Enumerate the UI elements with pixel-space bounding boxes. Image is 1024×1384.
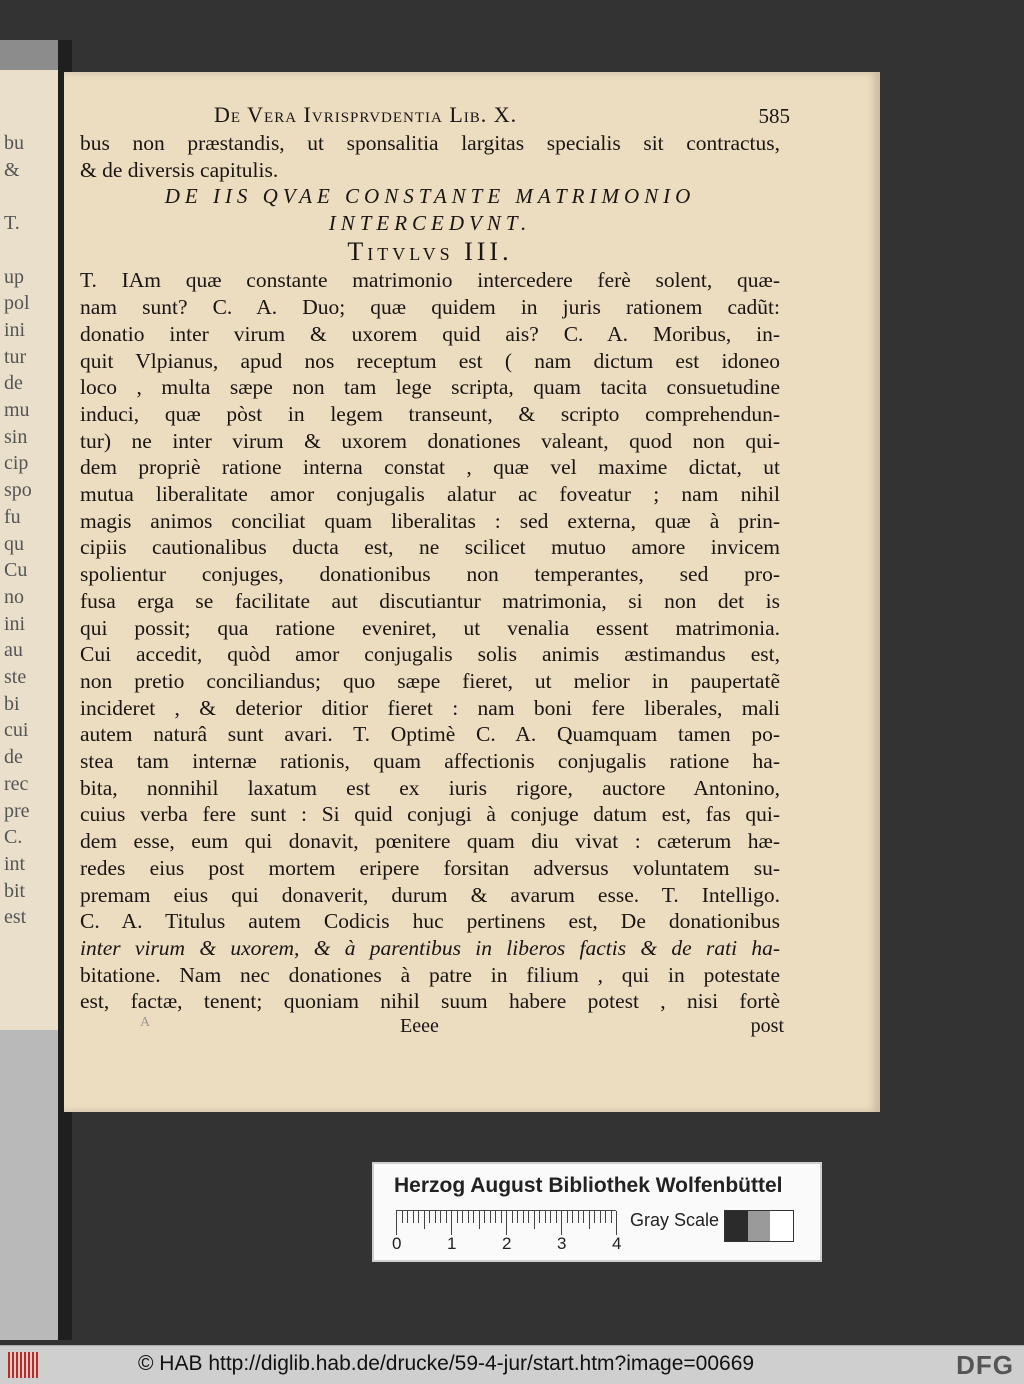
page-number: 585 [758, 104, 790, 128]
text-line: premam eius qui donaverit, durum & avarum esse. T. Intelligo. [80, 882, 780, 907]
logo-bar [36, 1352, 38, 1378]
library-name: Herzog August Bibliothek Wolfenbüttel [394, 1174, 783, 1197]
text-line: C. A. Titulus autem Codicis huc pertinens est, De donationibus [80, 909, 780, 934]
ruler-tick [572, 1211, 573, 1223]
ruler-tick [462, 1211, 463, 1223]
footer-url[interactable]: © HAB http://diglib.hab.de/drucke/59-4-jur/start.htm?image=00669 [138, 1352, 755, 1375]
logo-bar [8, 1352, 10, 1378]
gray-swatch [770, 1211, 793, 1241]
text-line: Cui accedit, quòd amor conjugalis solis animis æstimandus est, [80, 642, 780, 667]
ruler-tick [539, 1211, 540, 1223]
logo-bar [12, 1352, 14, 1378]
text-line: nam sunt? C. A. Duo; quæ quidem in juris rationem cadũt: [80, 295, 780, 320]
ruler-tick [396, 1211, 397, 1235]
titulus-heading: Titvlvs III. [347, 237, 513, 267]
ruler-tick [594, 1211, 595, 1223]
page-text [80, 96, 790, 1043]
text-line: mutua liberalitate amor conjugalis alatur ac foveatur ; nam nihil [80, 482, 780, 507]
text-line: fusa erga se facilitate aut discutiantur matrimonia, si non det is [80, 588, 780, 613]
text-line: incideret , & deterior ditior fieret : nam boni fere liberales, mali [80, 695, 780, 720]
gray-swatch [748, 1211, 771, 1241]
ruler-tick [479, 1211, 480, 1229]
previous-page-edge [0, 70, 58, 1030]
ruler-tick [446, 1211, 447, 1223]
dfg-logo: DFG [956, 1350, 1014, 1380]
ruler-tick [440, 1211, 441, 1223]
ruler-tick [589, 1211, 590, 1229]
ruler-tick [512, 1211, 513, 1223]
text-line: redes eius post mortem eripere forsitan adversus voluntatem su- [80, 855, 780, 880]
ruler-tick [550, 1211, 551, 1223]
ruler-tick [468, 1211, 469, 1223]
ruler-number: 1 [447, 1234, 457, 1253]
ruler-number: 0 [392, 1234, 402, 1253]
previous-page-text: bu & T. up pol ini tur de mu sin cip spo fu qu Cu no ini au ste bi cui de rec pre C. int bit est [4, 132, 32, 929]
book-page [64, 72, 880, 1112]
text-line: est, factæ, tenent; quoniam nihil suum habere potest , nisi fortè [80, 989, 780, 1014]
gray-swatch [725, 1211, 748, 1241]
ruler-tick [402, 1211, 403, 1223]
text-line: bita, nonnihil laxatum est ex iuris rigore, auctore Antonino, [80, 775, 780, 800]
ruler-tick [616, 1211, 617, 1235]
ruler-number: 3 [557, 1234, 567, 1253]
text-line: inter virum & uxorem, & à parentibus in liberos factis & de rati ha- [80, 935, 780, 960]
text-line: bitatione. Nam nec donationes à patre in filium , qui in potestate [80, 962, 780, 987]
section-title: DE IIS QVAE CONSTANTE MATRIMONIO [164, 184, 696, 209]
text-line: bus non præstandis, ut sponsalitia largitas specialis sit contractus, [80, 131, 780, 155]
ruler-tick [528, 1211, 529, 1223]
ruler-tick [429, 1211, 430, 1223]
ruler-tick [490, 1211, 491, 1223]
text-line: autem naturâ sunt avari. T. Optimè C. A. Quamquam tamen po- [80, 722, 780, 747]
ruler-tick [611, 1211, 612, 1223]
ruler-tick [506, 1211, 507, 1235]
running-head: De Vera Ivrisprvdentia Lib. X. [214, 102, 518, 127]
text-line: loco , multa sæpe non tam lege scripta, quam tacita consuetudine [80, 375, 780, 400]
ruler-tick [561, 1211, 562, 1235]
text-line: dem esse, eum qui donavit, pœnitere quam diu vivat : cæterum hæ- [80, 829, 780, 854]
ruler-tick [435, 1211, 436, 1223]
ruler-tick [545, 1211, 546, 1223]
page-header [80, 96, 790, 130]
ruler-tick [600, 1211, 601, 1223]
logo-bar [28, 1352, 30, 1378]
page-footer-line [80, 1015, 784, 1043]
text-line: spolientur conjuges, donationibus non temperantes, sed pro- [80, 562, 780, 587]
catchword: post [750, 1015, 784, 1038]
text-line: donatio inter virum & uxorem quid ais? C. A. Moribus, in- [80, 321, 780, 346]
ruler-tick [424, 1211, 425, 1229]
text-line: induci, quæ pòst in legem transeunt, & scripto comprehendun- [80, 401, 780, 426]
ruler-tick [517, 1211, 518, 1223]
library-label [372, 1162, 822, 1262]
ruler-tick [501, 1211, 502, 1223]
ruler-tick [418, 1211, 419, 1223]
gray-scale-label: Gray Scale [630, 1210, 720, 1230]
text-line: & de diversis capitulis. [80, 157, 279, 182]
ruler-tick [556, 1211, 557, 1223]
text-line: magis animos conciliat quam liberalitas : sed externa, quæ à prin- [80, 508, 780, 533]
text-line: non pretio conciliandus; quo sæpe fieret, ut melior in paupertatẽ [80, 668, 780, 693]
ruler-tick [534, 1211, 535, 1229]
text-line: qui possit; qua ratione eveniret, ut venalia essent matrimonia. [80, 615, 780, 640]
ruler-tick [495, 1211, 496, 1223]
ruler-tick [583, 1211, 584, 1223]
ruler-number: 2 [502, 1234, 512, 1253]
ruler-tick [578, 1211, 579, 1223]
catch-mark: A [140, 1015, 151, 1031]
ruler-number: 4 [612, 1234, 622, 1253]
signature-mark: Eeee [400, 1015, 439, 1038]
text-line: cipiis cautionalibus ducta est, ne scilicet mutuo amore invicem [80, 535, 780, 560]
logo-bar [20, 1352, 22, 1378]
ruler-tick [523, 1211, 524, 1223]
ruler-tick [605, 1211, 606, 1223]
hab-logo-icon [8, 1352, 38, 1378]
logo-bar [32, 1352, 34, 1378]
ruler-tick [567, 1211, 568, 1223]
ruler-tick [473, 1211, 474, 1223]
text-line: tur) ne inter virum & uxorem donationes valeant, quod non qui- [80, 428, 780, 453]
ruler-tick [451, 1211, 452, 1235]
plastic-sleeve [0, 1030, 64, 1340]
text-line: stea tam internæ rationis, quam affectionis conjugalis ratione ha- [80, 749, 780, 774]
ruler-tick [413, 1211, 414, 1223]
ruler-tick [484, 1211, 485, 1223]
text-line: dem propriè ratione interna constat , quæ vel maxime dictat, ut [80, 455, 780, 480]
text-line: cuius verba fere sunt : Si quid conjugi à conjuge datum est, fas qui- [80, 802, 780, 827]
logo-bar [24, 1352, 26, 1378]
ruler-tick [457, 1211, 458, 1223]
ruler-tick [407, 1211, 408, 1223]
text-line: quit Vlpianus, apud nos receptum est ( nam dictum est idoneo [80, 348, 780, 373]
scale-ruler [396, 1210, 616, 1235]
viewer-footer [0, 1345, 1024, 1384]
text-line: T. IAm quæ constante matrimonio intercedere ferè solent, quæ- [80, 268, 780, 293]
gray-scale-swatches [724, 1210, 794, 1242]
section-title-cont: INTERCEDVNT. [328, 211, 532, 236]
logo-bar [16, 1352, 18, 1378]
